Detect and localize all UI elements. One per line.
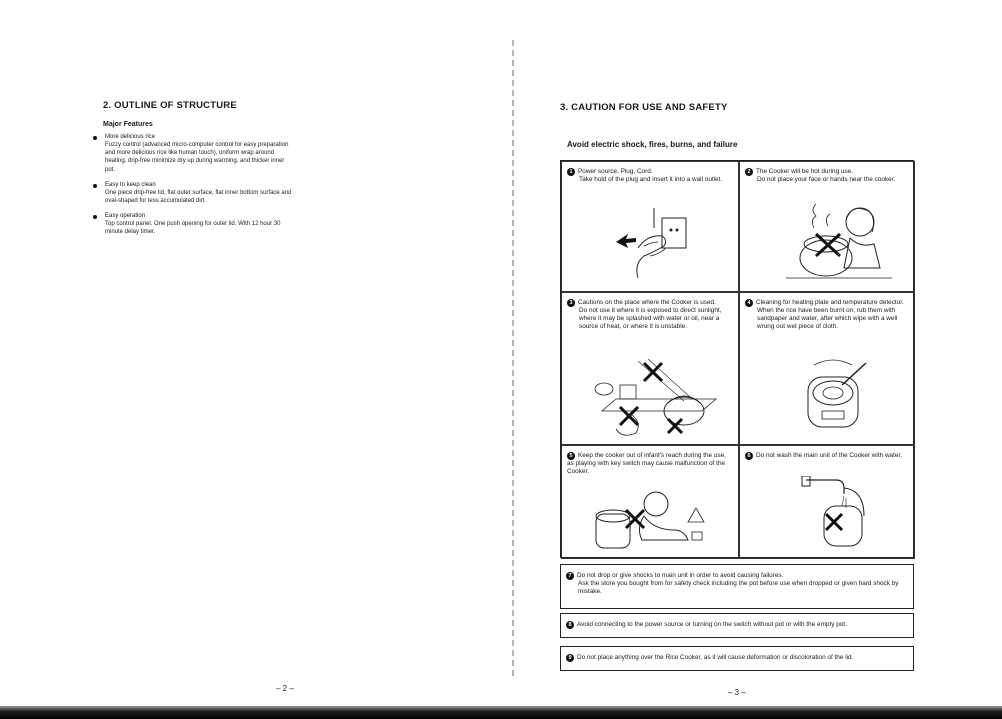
page-fold-divider: [512, 40, 514, 680]
infant-reach-illustration: [592, 484, 712, 556]
caution-title: Cautions on the place where the Cooker is used.: [578, 299, 716, 306]
feature-list: [92, 133, 292, 244]
caution-text: [566, 654, 907, 662]
caution-subheading: Avoid electric shock, fires, burns, and failure: [567, 140, 738, 149]
caution-title: Do not drop or give shocks to main unit in order to avoid causing failures.: [577, 572, 784, 579]
caution-cell-2: [739, 161, 915, 292]
feature-desc: Top control panel. One push opening for outer lid. With 12 hour 30 minute delay timer.: [105, 221, 281, 236]
caution-cell-1: [561, 161, 739, 292]
caution-title: Cleaning for heating plate and temperature detector.: [756, 299, 904, 306]
number-badge: 5: [567, 452, 575, 460]
feature-desc: Fuzzy control (advanced micro-computer control for easy preparation and more delicious rice like human touch), uniform wrap around heating, drip-free minimize dry up during warming, and thicker inner pot.: [105, 142, 289, 173]
caution-desc: Do not use it where it is exposed to direct sunlight, where it may be splashed with water or oil, near a source of heat, or where it is unstable.: [579, 307, 722, 330]
caution-text: [567, 168, 732, 184]
feature-title: Easy operation: [105, 213, 146, 220]
caution-desc: When the rice have been burnt on, rub them with sandpaper and water, after which wipe with a well wrung out wet piece of cloth.: [757, 307, 898, 330]
caution-grid: [560, 160, 914, 558]
major-features-label: Major Features: [103, 121, 153, 128]
cooker-face-illustration: [784, 198, 894, 288]
number-badge: 9: [566, 654, 574, 662]
number-badge: 3: [567, 299, 575, 307]
plug-outlet-illustration: [614, 206, 700, 286]
page-number-right: – 3 –: [728, 688, 746, 697]
caution-heading: 3. CAUTION FOR USE AND SAFETY: [560, 102, 728, 113]
caution-text: [745, 299, 908, 331]
page-number-left: – 2 –: [276, 684, 294, 693]
caution-band-8: [560, 613, 914, 638]
number-badge: 1: [567, 168, 575, 176]
feature-title: More delicious rice: [105, 134, 156, 140]
caution-text: [567, 452, 732, 476]
caution-title: Avoid connecting to the power source or turning on the switch without pot or with the empty pot.: [577, 621, 847, 628]
number-badge: 6: [745, 452, 753, 460]
caution-cell-4: [739, 292, 915, 445]
caution-title: Power source, Plug, Cord.: [578, 168, 653, 175]
feature-item: [92, 133, 292, 174]
number-badge: 4: [745, 299, 753, 307]
feature-desc: One piece drip-free lid, flat outer surface, flat inner bottom surface and oval-shaped for less accumulated dirt.: [105, 189, 292, 205]
caution-band-7: [560, 564, 914, 609]
caution-title: Do not wash the main unit of the Cooker with water.: [756, 452, 902, 459]
number-badge: 7: [566, 572, 574, 580]
caution-cell-3: [561, 292, 739, 445]
caution-title: Keep the cooker out of infant's reach during the use, as playing with key switch may cause malfunction of the Cooker.: [567, 452, 726, 475]
scan-edge-strip: [0, 706, 1002, 719]
outline-heading: 2. OUTLINE OF STRUCTURE: [103, 100, 237, 111]
feature-item: [92, 181, 292, 205]
caution-text: [566, 621, 907, 629]
caution-cell-5: [561, 445, 739, 559]
number-badge: 2: [745, 168, 753, 176]
placement-hazard-illustration: [592, 351, 722, 441]
number-badge: 8: [566, 621, 574, 629]
feature-item: [92, 212, 292, 236]
caution-desc: Ask the store you bought from for safety check including the pot before use when dropped or given hard shock by mistake.: [578, 580, 899, 595]
caution-desc: Take hold of the plug and insert it into a wall outlet.: [579, 176, 723, 183]
caution-desc: Do not place your face or hands near the cooker.: [757, 176, 896, 183]
caution-title: The Cooker will be hot during use.: [756, 168, 853, 175]
caution-text: [745, 452, 908, 460]
feature-title: Easy to keep clean: [105, 181, 156, 188]
cleaning-heating-plate-illustration: [796, 357, 876, 439]
caution-band-9: [560, 646, 914, 671]
caution-cell-6: [739, 445, 915, 559]
caution-text: [566, 572, 907, 596]
caution-title: Do not place anything over the Rice Cooker, as it will cause deformation or discoloration of the lid.: [577, 654, 854, 661]
faucet-wash-illustration: [798, 476, 870, 556]
caution-text: [745, 168, 908, 184]
caution-text: [567, 299, 732, 331]
